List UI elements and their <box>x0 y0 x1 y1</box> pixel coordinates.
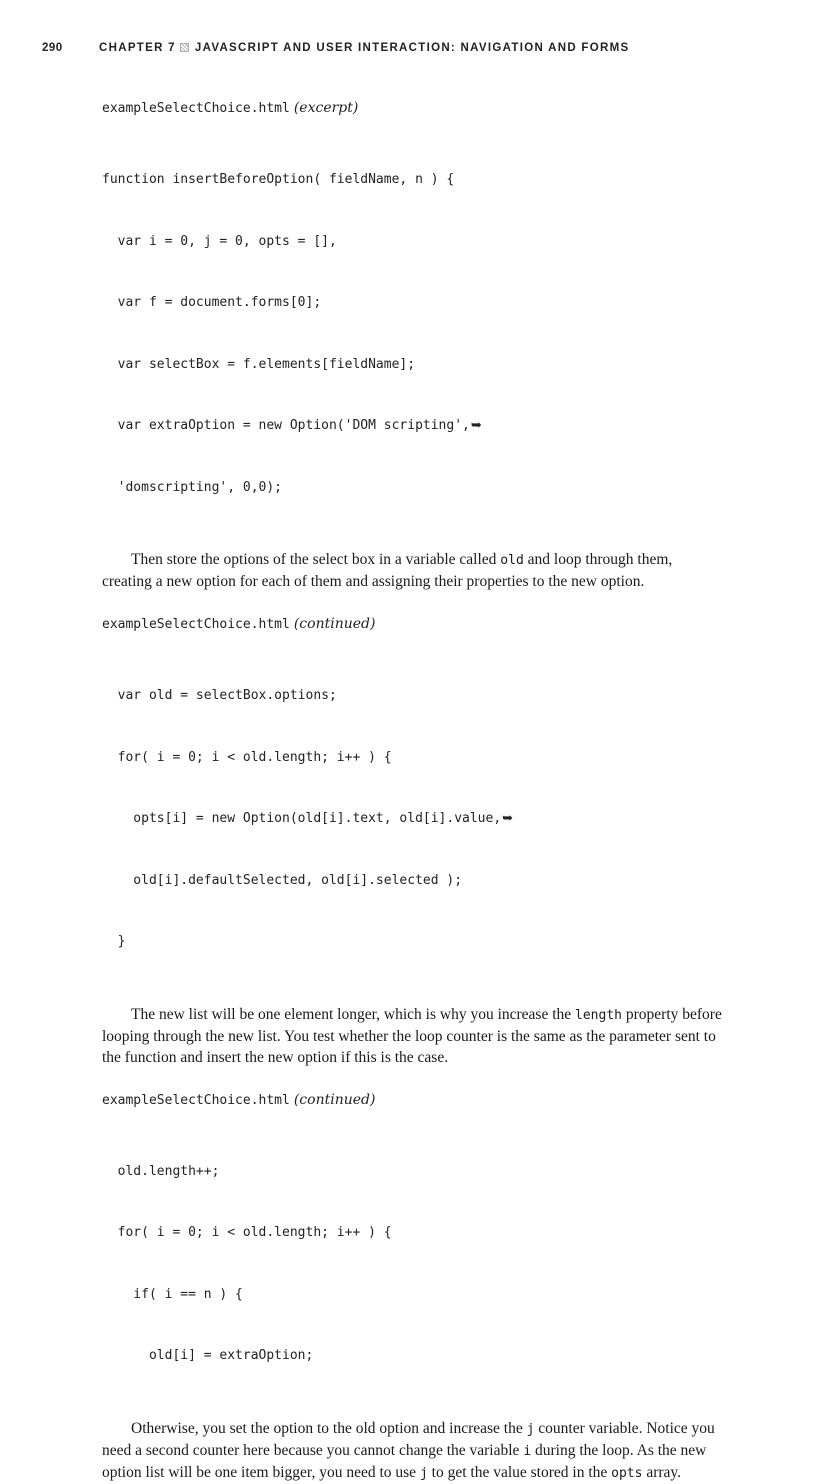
code-line: old[i].defaultSelected, old[i].selected ); <box>102 872 463 888</box>
code-line: var old = selectBox.options; <box>102 688 337 703</box>
code-line: if( i == n ) { <box>102 1286 243 1302</box>
inline-code: j <box>419 1465 428 1481</box>
code-line: var f = document.forms[0]; <box>102 295 322 310</box>
listing-note: (excerpt) <box>293 100 359 116</box>
code-line: for( i = 0; i < old.length; i++ ) { <box>102 749 392 765</box>
body-paragraph: Otherwise, you set the option to the old option and increase the j counter variable. Notice you need a second counter here because you cannot change the variable i during the loop. As the new option list will be one item bigger, you need to use j to get the value stored in the opts array. <box>102 1419 715 1481</box>
code-line: var extraOption = new Option('DOM scripting',➥ <box>102 418 482 433</box>
listing-filename: exampleSelectChoice.html <box>102 1092 290 1108</box>
page-body <box>102 98 722 1484</box>
line-continuation-arrow-icon: ➥ <box>470 418 482 433</box>
inline-code: opts <box>611 1465 643 1481</box>
inline-code: j <box>526 1421 535 1437</box>
code-line: old.length++; <box>102 1163 220 1179</box>
body-paragraph: Then store the options of the select box in a variable called old and loop through them, creating a new option for each of them and assigning their properties to the new option. <box>102 551 673 590</box>
body-paragraph: The new list will be one element longer, which is why you increase the length property before looping through the new list. You test whether the loop counter is the same as the parameter sent to the function and insert the new option if this is the case. <box>102 1005 722 1066</box>
chapter-heading <box>99 42 629 54</box>
separator-square-icon <box>180 43 189 52</box>
listing-filename: exampleSelectChoice.html <box>102 101 290 116</box>
chapter-label: CHAPTER 7 <box>99 42 176 54</box>
listing-caption <box>102 614 722 634</box>
listing-caption <box>102 98 722 118</box>
chapter-title: JAVASCRIPT AND USER INTERACTION: NAVIGATION AND FORMS <box>194 42 630 54</box>
code-listing <box>102 129 722 539</box>
listing-filename: exampleSelectChoice.html <box>102 617 290 632</box>
listing-caption <box>102 1090 722 1110</box>
listing-note: (continued) <box>293 616 376 632</box>
inline-code: old <box>500 553 524 568</box>
code-line: for( i = 0; i < old.length; i++ ) { <box>102 1225 392 1240</box>
code-line: opts[i] = new Option(old[i].text, old[i].value,➥ <box>102 811 514 826</box>
line-continuation-arrow-icon: ➥ <box>502 811 514 826</box>
page-number: 290 <box>42 42 63 54</box>
inline-code: length <box>575 1007 622 1023</box>
inline-code: i <box>523 1443 532 1459</box>
code-line: } <box>102 934 126 949</box>
code-line: 'domscripting', 0,0); <box>102 479 283 495</box>
listing-note: (continued) <box>293 1091 376 1108</box>
code-line: function insertBeforeOption( fieldName, n ) { <box>102 172 455 187</box>
code-listing <box>102 1121 722 1408</box>
code-line: old[i] = extraOption; <box>102 1348 314 1363</box>
code-line: var i = 0, j = 0, opts = [], <box>102 233 337 249</box>
running-header <box>42 42 762 60</box>
code-line: var selectBox = f.elements[fieldName]; <box>102 356 416 372</box>
code-listing <box>102 645 722 994</box>
